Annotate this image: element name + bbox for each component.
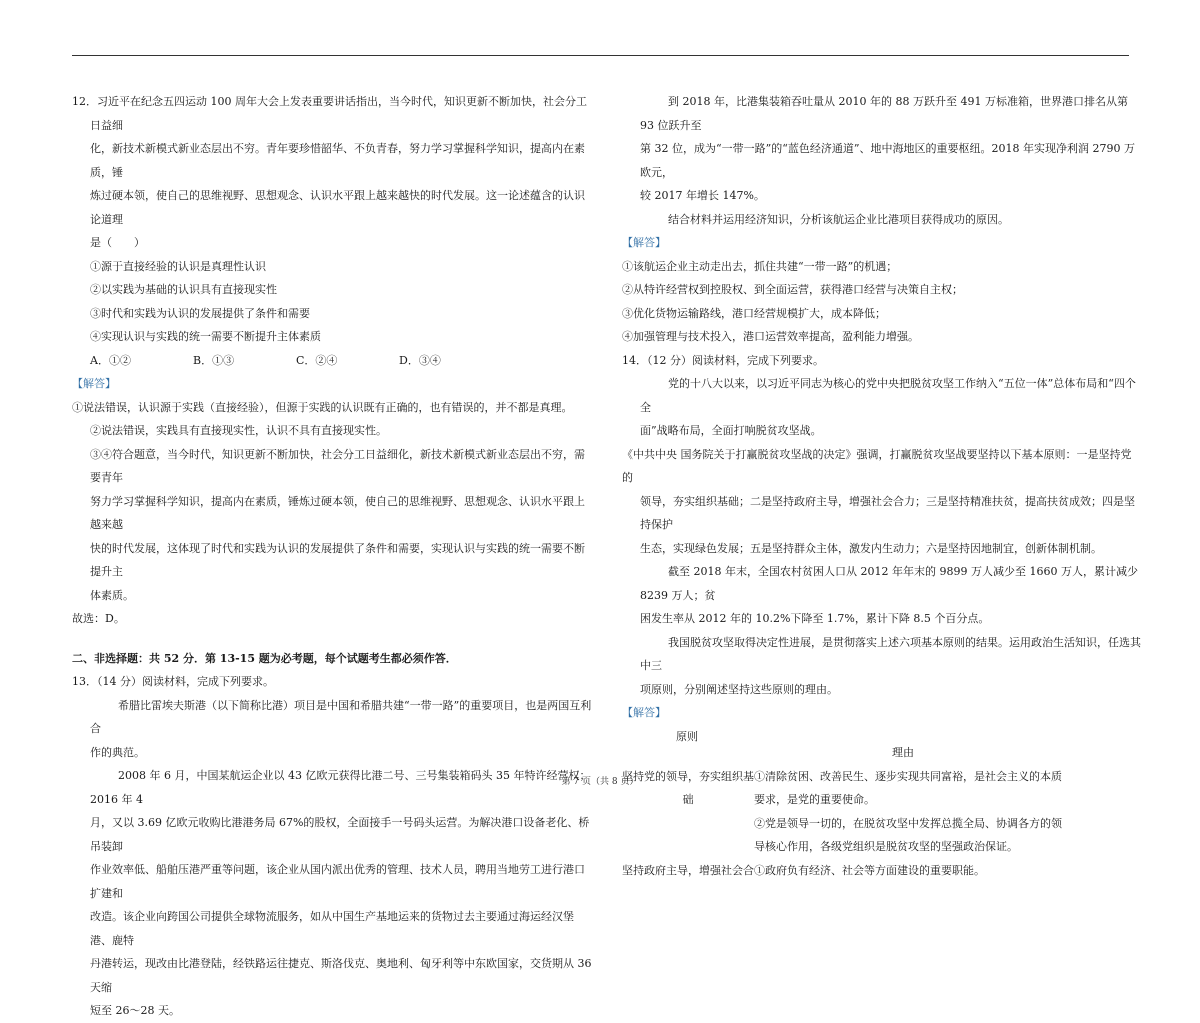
q13-para2-line: 短至 26～28 天。	[90, 1004, 180, 1017]
q13-para2-line: 丹港转运，现改由比港登陆，经铁路运往捷克、斯洛伐克、奥地利、匈牙利等中东欧国家，交货期从 36 天缩	[90, 957, 592, 994]
q13-para1-line: 希腊比雷埃夫斯港（以下简称比港）项目是中国和希腊共建“一带一路”的重要项目，也是两国互利合	[90, 698, 592, 735]
q13-para2-line: 改造。该企业向跨国公司提供全球物流服务，如从中国生产基地运来的货物过去主要通过海运经汉堡港、鹿特	[90, 910, 574, 947]
left-column	[72, 90, 592, 1023]
q12-option: ③时代和实践为认识的发展提供了条件和需要	[90, 306, 310, 320]
q12-answer-line: 体素质。	[90, 588, 134, 602]
q12-line: 12．习近平在纪念五四运动 100 周年大会上发表重要讲话指出，当今时代，知识更新不断加快，社会分工日益细	[72, 95, 587, 132]
q14-para2-line: 生态，实现绿色发展；五是坚持群众主体，激发内生动力；六是坚持因地制宜，创新体制机制。	[640, 541, 1102, 555]
q12-answer-line: 快的时代发展，这体现了时代和实践为认识的发展提供了条件和需要，实现认识与实践的统一需要不断提升主	[90, 541, 585, 578]
q13-para2-line: 月，又以 3.69 亿欧元收购比港港务局 67%的股权，全面接手一号码头运营。为解决港口设备老化、桥吊装卸	[90, 816, 590, 853]
section-heading: 二、非选择题：共 52 分．第 13-15 题为必考题，每个试题考生都必须作答．	[72, 651, 457, 665]
q12-answer-line: ③④符合题意，当今时代，知识更新不断加快，社会分工日益细化，新技术新模式新业态层出不穷，需要青年	[90, 447, 585, 484]
page-footer: 第 7 页（共 8 页）	[561, 777, 639, 787]
reason-line: 导核心作用，各级党组织是脱贫攻坚的坚强政治保证。	[754, 840, 1018, 853]
q13-para3-line: 第 32 位，成为“一带一路”的“蓝色经济通道”、地中海地区的重要枢纽。2018 年实现净利润 2790 万欧元，	[640, 142, 1135, 179]
q14-para1-line: 面”战略布局，全面打响脱贫攻坚战。	[640, 424, 822, 437]
table-cell-principle	[622, 859, 754, 883]
right-column	[622, 90, 1142, 882]
principle-text: 坚持政府主导，增强社会合	[622, 863, 754, 877]
choice-d: D．③④	[399, 353, 441, 367]
header-rule	[72, 55, 1129, 56]
q14-para2-line: 领导，夯实组织基础；二是坚持政府主导，增强社会合力；三是坚持精准扶贫，提高扶贫成效；四是坚持保护	[640, 494, 1135, 531]
q13-para2-line: 作业效率低、船舶压港严重等问题，该企业从国内派出优秀的管理、技术人员，聘用当地劳工进行港口扩建和	[90, 863, 585, 900]
q12-line: 炼过硬本领，使自己的思维视野、思想观念、认识水平跟上越来越快的时代发展。这一论述蕴含的认识论道理	[90, 189, 585, 226]
q12-line: 是（ ）	[90, 236, 145, 249]
reason-line: ②党是领导一切的，在脱贫攻坚中发挥总揽全局、协调各方的领	[754, 816, 1062, 830]
q13-answer-line: ①该航运企业主动走出去，抓住共建“一带一路”的机遇；	[622, 259, 898, 273]
q14-answer-label: 【解答】	[622, 706, 666, 719]
reason-line: ①政府负有经济、社会等方面建设的重要职能。	[754, 863, 985, 877]
q12-answer-label: 【解答】	[72, 377, 116, 390]
q13-answer-line: ③优化货物运输路线，港口经营规模扩大，成本降低；	[622, 306, 886, 320]
q12-option: ①源于直接经验的认识是真理性认识	[90, 259, 266, 273]
table-head-principle: 原则	[676, 729, 698, 743]
q14-para3-line: 截至 2018 年末，全国农村贫困人口从 2012 年年末的 9899 万人减少至 1660 万人，累计减少 8239 万人；贫	[640, 565, 1138, 602]
reason-line: ①清除贫困、改善民生、逐步实现共同富裕，是社会主义的本质	[754, 769, 1062, 783]
reason-line: 要求，是党的重要使命。	[754, 793, 875, 806]
q12-answer-line: 努力学习掌握科学知识，提高内在素质，锤炼过硬本领，使自己的思维视野、思想观念、认识水平跟上越来越	[90, 494, 585, 531]
q13-task: 结合材料并运用经济知识，分析该航运企业比港项目获得成功的原因。	[668, 212, 1009, 226]
choice-b: B．①③	[193, 353, 235, 367]
q14-para3-line: 困发生率从 2012 年的 10.2%下降至 1.7%，累计下降 8.5 个百分点。	[640, 612, 990, 625]
q14-para4-line: 项原则，分别阐述坚持这些原则的理由。	[640, 682, 838, 696]
q13-para3-line: 较 2017 年增长 147%。	[640, 189, 765, 202]
q13-answer-line: ②从特许经营权到控股权、到全面运营，获得港口经营与决策自主权；	[622, 283, 963, 296]
q12-option: ④实现认识与实践的统一需要不断提升主体素质	[90, 330, 321, 343]
q12-conclusion: 故选：D。	[72, 612, 125, 625]
q14-para1-line: 党的十八大以来，以习近平同志为核心的党中央把脱贫攻坚工作纳入“五位一体”总体布局和“四个全	[640, 377, 1136, 414]
q13-para3-line: 到 2018 年，比港集装箱吞吐量从 2010 年的 88 万跃升至 491 万标准箱，世界港口排名从第 93 位跃升至	[640, 95, 1128, 132]
q13-answer-label: 【解答】	[622, 236, 666, 249]
q14-para2-line: 《中共中央 国务院关于打赢脱贫攻坚战的决定》强调，打赢脱贫攻坚战要坚持以下基本原则：一是坚持党的	[622, 447, 1132, 484]
q12-choices	[72, 349, 592, 373]
q13-answer-line: ④加强管理与技术投入，港口运营效率提高，盈利能力增强。	[622, 330, 919, 343]
q14-title: 14．（12 分）阅读材料，完成下列要求。	[622, 353, 824, 367]
q12-answer-line: ①说法错误，认识源于实践（直接经验），但源于实践的认识既有正确的，也有错误的，并不都是真理。	[72, 400, 573, 414]
q13-para1-line: 作的典范。	[90, 745, 145, 759]
principle-text: 础	[682, 793, 694, 806]
table-head-reason: 理由	[892, 745, 914, 759]
table-row	[622, 859, 1142, 883]
q13-para2-line: 2008 年 6 月，中国某航运企业以 43 亿欧元获得比港二号、三号集装箱码头 35 年特许经营权；2016 年 4	[90, 769, 591, 806]
table-cell-reason	[754, 859, 1142, 883]
answer-table-header	[622, 725, 1142, 765]
q12-option: ②以实践为基础的认识具有直接现实性	[90, 283, 277, 296]
choice-c: C．②④	[296, 353, 338, 367]
choice-a: A．①②	[90, 353, 131, 367]
principle-text: 坚持党的领导，夯实组织基	[622, 769, 754, 783]
q13-title: 13．（14 分）阅读材料，完成下列要求。	[72, 675, 274, 688]
q14-para4-line: 我国脱贫攻坚取得决定性进展，是贯彻落实上述六项基本原则的结果。运用政治生活知识，任选其中三	[640, 635, 1141, 672]
q12-answer-line: ②说法错误，实践具有直接现实性，认识不具有直接现实性。	[90, 424, 387, 437]
q12-line: 化，新技术新模式新业态层出不穷。青年要珍惜韶华、不负青春，努力学习掌握科学知识，提高内在素质，锤	[90, 142, 585, 179]
